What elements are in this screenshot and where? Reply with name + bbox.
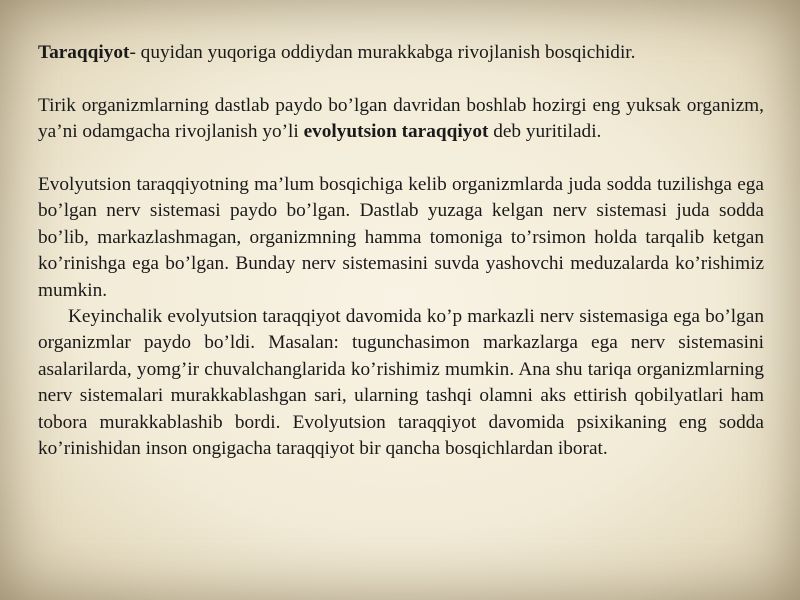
paragraph-gap (38, 66, 764, 92)
evolution-path-text-after: deb yuritiladi. (488, 121, 602, 143)
definition-text: - quyidan yuqoriga oddiydan murakkabga rivojlanish bosqichidir. (129, 42, 636, 63)
paragraph-evolution-path (38, 93, 764, 146)
paragraph-nervous-system: Evolyutsion taraqqiyotning ma’lum bosqichiga kelib organizmlarda juda sodda tuzilishga ega bo’lgan nerv sistemasi paydo bo’lgan. Dastlab yuzaga kelgan nerv sistemasi juda sodda bo’lib, markazlashmagan, organizmning hamma tomoniga to’rsimon holda tarqalib ketgan ko’rinishga ega bo’lgan. Bunday nerv sistemasini suvda yashovchi meduzalarda ko’rishimiz mumkin. (38, 174, 764, 301)
paragraph-multicentral: Keyinchalik evolyutsion taraqqiyot davomida ko’p markazli nerv sistemasiga ega bo’lgan organizmlar paydo bo’ldi. Masalan: tugunchasimon markazlarga ega nerv sistemasini asalarilarda, yomg’ir chuvalchanglarida ko’rishimiz mumkin. Ana shu tariqa organizmlarning nerv sistemalari murakkablashgan sari, ularning tashqi olamni aks ettirish qobilyatlari ham tobora murakkablashib bordi. Evolyutsion taraqqiyot davomida psixikaning eng sodda ko’rinishidan inson ongigacha taraqqiyot bir qancha bosqichlardan iborat. (38, 306, 764, 460)
term-taraqqiyot: Taraqqiyot (38, 42, 130, 63)
paragraph-gap (38, 146, 764, 172)
slide-text (38, 40, 764, 462)
paragraph-definition (38, 40, 764, 66)
term-evolyutsion-taraqqiyot: evolyutsion taraqqiyot (303, 121, 489, 143)
evolution-path-text-before: Tirik organizmlarning dastlab paydo bo’lgan davridan boshlab hozirgi eng yuksak organizm, ya’ni odamgacha rivojlanish yo’li (38, 94, 764, 143)
